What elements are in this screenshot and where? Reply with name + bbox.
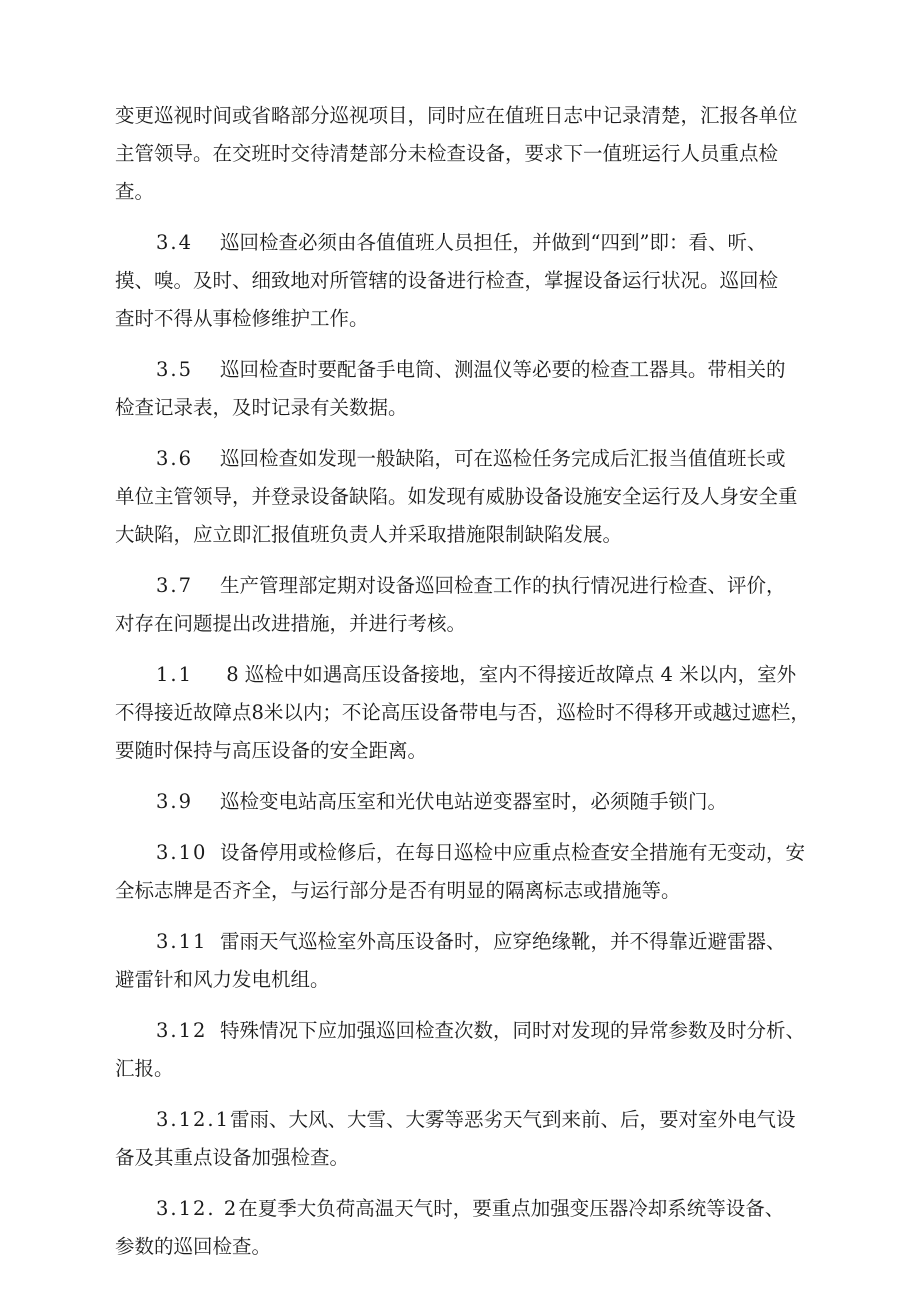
- line-text: 8 巡检中如遇高压设备接地，室内不得接近故障点 4 米以内，室外: [220, 663, 797, 686]
- line-text: 巡回检查时要配备手电筒、测温仪等必要的检查工器具。带相关的: [220, 358, 786, 381]
- text-line: [115, 834, 815, 872]
- paragraph-3-7: [115, 567, 815, 643]
- text-line: 主管领导。在交班时交待清楚部分未检查设备，要求下一值班运行人员重点检: [115, 142, 779, 165]
- section-number: 3.12: [156, 1019, 208, 1042]
- text-line: [115, 656, 815, 694]
- line-text: 特殊情况下应加强巡回检查次数，同时对发现的异常参数及时分析、: [220, 1019, 806, 1042]
- text-line: 单位主管领导，并登录设备缺陷。如发现有威胁设备设施安全运行及人身安全重: [115, 485, 798, 508]
- text-line: [115, 567, 815, 605]
- text-line: 要随时保持与高压设备的安全距离。: [115, 739, 428, 762]
- line-text: 巡回检查如发现一般缺陷，可在巡检任务完成后汇报当值值班长或: [220, 447, 786, 470]
- text-line: 备及其重点设备加强检查。: [115, 1146, 350, 1169]
- text-line: 摸、嗅。及时、细致地对所管辖的设备进行检查，掌握设备运行状况。巡回检: [115, 269, 779, 292]
- text-line: [115, 1012, 815, 1050]
- text-line: 变更巡视时间或省略部分巡视项目，同时应在值班日志中记录清楚，汇报各单位: [115, 104, 798, 127]
- line-text: 巡回检查必须由各值值班人员担任，并做到“四到”即：看、听、: [220, 231, 767, 254]
- paragraph-3-10: [115, 834, 815, 910]
- text-line: 对存在问题提出改进措施，并进行考核。: [115, 612, 467, 635]
- section-number: 3.11: [156, 930, 208, 953]
- paragraph-3-11: [115, 923, 815, 999]
- paragraph-3-4: [115, 224, 815, 338]
- text-line: [115, 1190, 815, 1228]
- line-text: 巡检变电站高压室和光伏电站逆变器室时，必须随手锁门。: [220, 790, 728, 813]
- section-number: 3.6: [156, 447, 194, 470]
- section-number: 3.12. 2: [156, 1197, 239, 1220]
- text-line: 全标志牌是否齐全，与运行部分是否有明显的隔离标志或措施等。: [115, 879, 681, 902]
- paragraph-3-12: [115, 1012, 815, 1088]
- section-number: 3.7: [156, 574, 194, 597]
- section-number: 1.1: [156, 663, 194, 686]
- paragraph-3-12-2: [115, 1190, 815, 1266]
- paragraph-3-5: [115, 351, 815, 427]
- section-number: 3.4: [156, 231, 194, 254]
- paragraph-3-12-1: [115, 1101, 815, 1177]
- section-number: 3.10: [156, 841, 208, 864]
- text-line: [115, 440, 815, 478]
- section-number: 3.12.1: [156, 1108, 231, 1131]
- line-text: 在夏季大负荷高温天气时，要重点加强变压器冷却系统等设备、: [238, 1197, 785, 1220]
- text-line: [115, 1101, 815, 1139]
- text-line: [115, 783, 815, 821]
- line-text: 雷雨、大风、大雪、大雾等恶劣天气到来前、后，要对室外电气设: [230, 1108, 796, 1131]
- text-line: 避雷针和风力发电机组。: [115, 968, 330, 991]
- text-line: [115, 224, 815, 262]
- text-line: 检查记录表，及时记录有关数据。: [115, 396, 408, 419]
- text-line: 查。: [115, 180, 155, 203]
- line-text: 设备停用或检修后，在每日巡检中应重点检查安全措施有无变动，安: [220, 841, 806, 864]
- text-line: 参数的巡回检查。: [115, 1235, 272, 1258]
- section-number: 3.5: [156, 358, 194, 381]
- text-line: 不得接近故障点8米以内；不论高压设备带电与否，巡检时不得移开或越过遮栏，: [115, 701, 810, 724]
- text-line: 汇报。: [115, 1057, 174, 1080]
- text-line: [115, 351, 815, 389]
- text-line: 查时不得从事检修维护工作。: [115, 307, 369, 330]
- text-line: [115, 923, 815, 961]
- paragraph-1-1: [115, 656, 815, 770]
- paragraph-3-6: [115, 440, 815, 554]
- paragraph-intro: [115, 97, 815, 211]
- text-line: 大缺陷，应立即汇报值班负责人并采取措施限制缺陷发展。: [115, 523, 623, 546]
- line-text: 雷雨天气巡检室外高压设备时，应穿绝缘靴，并不得靠近避雷器、: [220, 930, 786, 953]
- section-number: 3.9: [156, 790, 194, 813]
- line-text: 生产管理部定期对设备巡回检查工作的执行情况进行检查、评价，: [220, 574, 786, 597]
- document-page: [115, 97, 815, 1266]
- paragraph-3-9: [115, 783, 815, 821]
